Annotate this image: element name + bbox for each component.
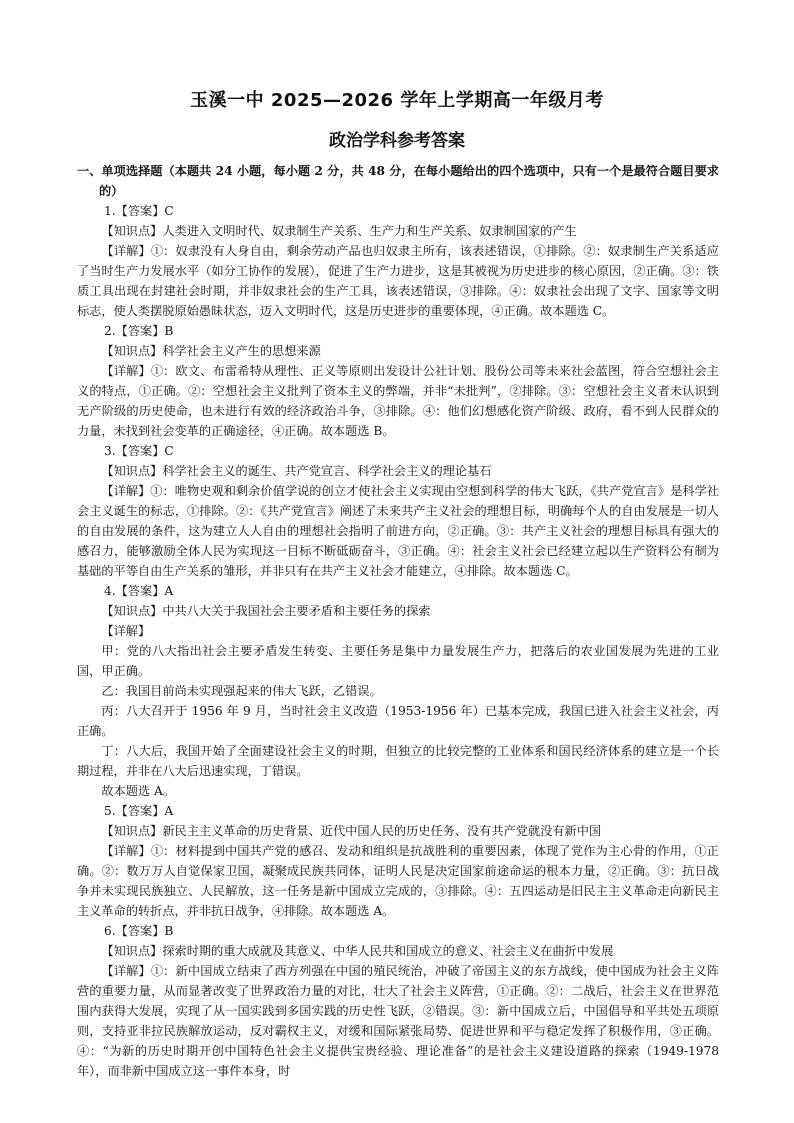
q6-knowledge: 【知识点】探索时期的重大成就及其意义、中华人民共和国成立的意义、社会主义在曲折中发展 [101, 944, 614, 958]
q3-knowledge: 【知识点】科学社会主义的诞生、共产党宣言、科学社会主义的理论基石 [101, 464, 492, 478]
q2-detail: 【详解】①：欧文、布雷希特从理性、正义等原则出发设计公社计划、股份公司等未来社会蓝图，符合空想社会主义的特点，①正确。②：空想社会主义批判了资本主义的弊端，并非“未批判”，②排除。③：空想社会主义者未认识到无产阶级的历史使命，也未进行有效的经济政治斗争，③排除。④：他们幻想感化资产阶级、政府，看不到人民群众的力量，未找到社会变革的正确途径，④正确。故本题选 B。 [77, 364, 719, 438]
q1-knowledge: 【知识点】人类进入文明时代、奴隶制生产关系、生产力和生产关系、奴隶制国家的产生 [101, 224, 577, 238]
q4-option-yi: 乙：我国目前尚未实现强起来的伟大飞跃，乙错误。 [101, 684, 382, 698]
q4-option-ding: 丁：八大后，我国开始了全面建设社会主义的时期，但独立的比较完整的工业体系和国民经济体系的建立是一个长期过程，并非在八大后迅速实现，丁错误。 [77, 744, 719, 778]
q4-conclusion: 故本题选 A。 [101, 784, 176, 798]
document-title: 玉溪一中 2025—2026 学年上学期高一年级月考 [190, 90, 604, 111]
q4-answer: 4.【答案】A [104, 584, 174, 598]
q1-detail: 【详解】①：奴隶没有人身自由，剩余劳动产品也归奴隶主所有，该表述错误，①排除。②：奴隶制生产关系适应了当时生产力发展水平（如分工协作的发展），促进了生产力进步，这是其被视为历史进步的核心原因，②正确。③：铁质工具出现在封建社会时期，并非奴隶社会的生产工具，该表述错误，③排除。④：奴隶社会出现了文字、国家等文明标志，使人类摆脱原始愚昧状态，迈入文明时代，这是历史进步的重要体现，④正确。故本题选 C。 [77, 244, 719, 318]
q2-answer: 2.【答案】B [104, 324, 174, 338]
q4-detail-label: 【详解】 [101, 624, 151, 638]
q3-answer: 3.【答案】C [104, 444, 174, 458]
q6-detail: 【详解】①：新中国成立结束了西方列强在中国的殖民统治，冲破了帝国主义的东方战线，使中国成为社会主义阵营的重要力量，从而显著改变了世界政治力量的对比，壮大了社会主义阵营，①正确。②：二战后，社会主义在世界范围内获得大发展，实现了从一国实践到多国实践的历史性飞跃，②错误。③：新中国成立后，中国倡导和平共处五项原则，支持亚非拉民族解放运动，反对霸权主义，对缓和国际紧张局势、促进世界和平与稳定发挥了积极作用，③正确。④：“为新的历史时期开创中国特色社会主义提供宝贵经验、理论准备”的是社会主义建设道路的探索（1949-1978 年），而非新中国成立这一事件本身，时 [77, 964, 719, 1078]
q5-detail: 【详解】①：材料提到中国共产党的感召、发动和组织是抗战胜利的重要因素，体现了党作为主心骨的作用，①正确。②：数万万人自觉保家卫国，凝聚成民族共同体，证明人民是决定国家前途命运的根本力量，②正确。③：抗日战争并未实现民族独立、人民解放，这一任务是新中国成立完成的，③排除。④：五四运动是旧民主主义革命走向新民主主义革命的转折点，并非抗日战争，④排除。故本题选 A。 [77, 844, 719, 918]
section-heading: 一、单项选择题（本题共 24 小题，每小题 2 分，共 48 分，在每小题给出的四个选项中，只有一个是最符合题目要求的） [77, 164, 719, 198]
document-subtitle: 政治学科参考答案 [329, 131, 465, 151]
q5-answer: 5.【答案】A [104, 804, 174, 818]
q3-detail: 【详解】①：唯物史观和剩余价值学说的创立才使社会主义实现由空想到科学的伟大飞跃，《共产党宣言》是科学社会主义诞生的标志，①排除。②：《共产党宣言》阐述了未来共产主义社会的理想目标，明确每个人的自由发展是一切人的自由发展的条件，这为建立人人自由的理想社会指明了前进方向，②正确。③：共产主义社会的理想目标具有强大的感召力，能够激励全体人民为实现这一目标不断砥砺奋斗，③正确。④：社会主义社会已经建立起以生产资料公有制为基础的平等自由生产关系的雏形，并非只有在共产主义社会才能建立，④排除。故本题选 C。 [77, 484, 719, 578]
q6-answer: 6.【答案】B [104, 924, 174, 938]
q2-knowledge: 【知识点】科学社会主义产生的思想来源 [101, 344, 321, 358]
document-body [77, 161, 719, 1081]
q4-option-jia: 甲：党的八大指出社会主要矛盾发生转变、主要任务是集中力量发展生产力，把落后的农业国发展为先进的工业国，甲正确。 [77, 644, 719, 678]
q5-knowledge: 【知识点】新民主主义革命的历史背景、近代中国人民的历史任务、没有共产党就没有新中国 [101, 824, 602, 838]
q4-knowledge: 【知识点】中共八大关于我国社会主要矛盾和主要任务的探索 [101, 604, 431, 618]
q4-option-bing: 丙：八大召开于 1956 年 9 月，当时社会主义改造（1953-1956 年）已基本完成，我国已进入社会主义社会，丙正确。 [77, 704, 719, 738]
q1-answer: 1.【答案】C [104, 204, 174, 218]
